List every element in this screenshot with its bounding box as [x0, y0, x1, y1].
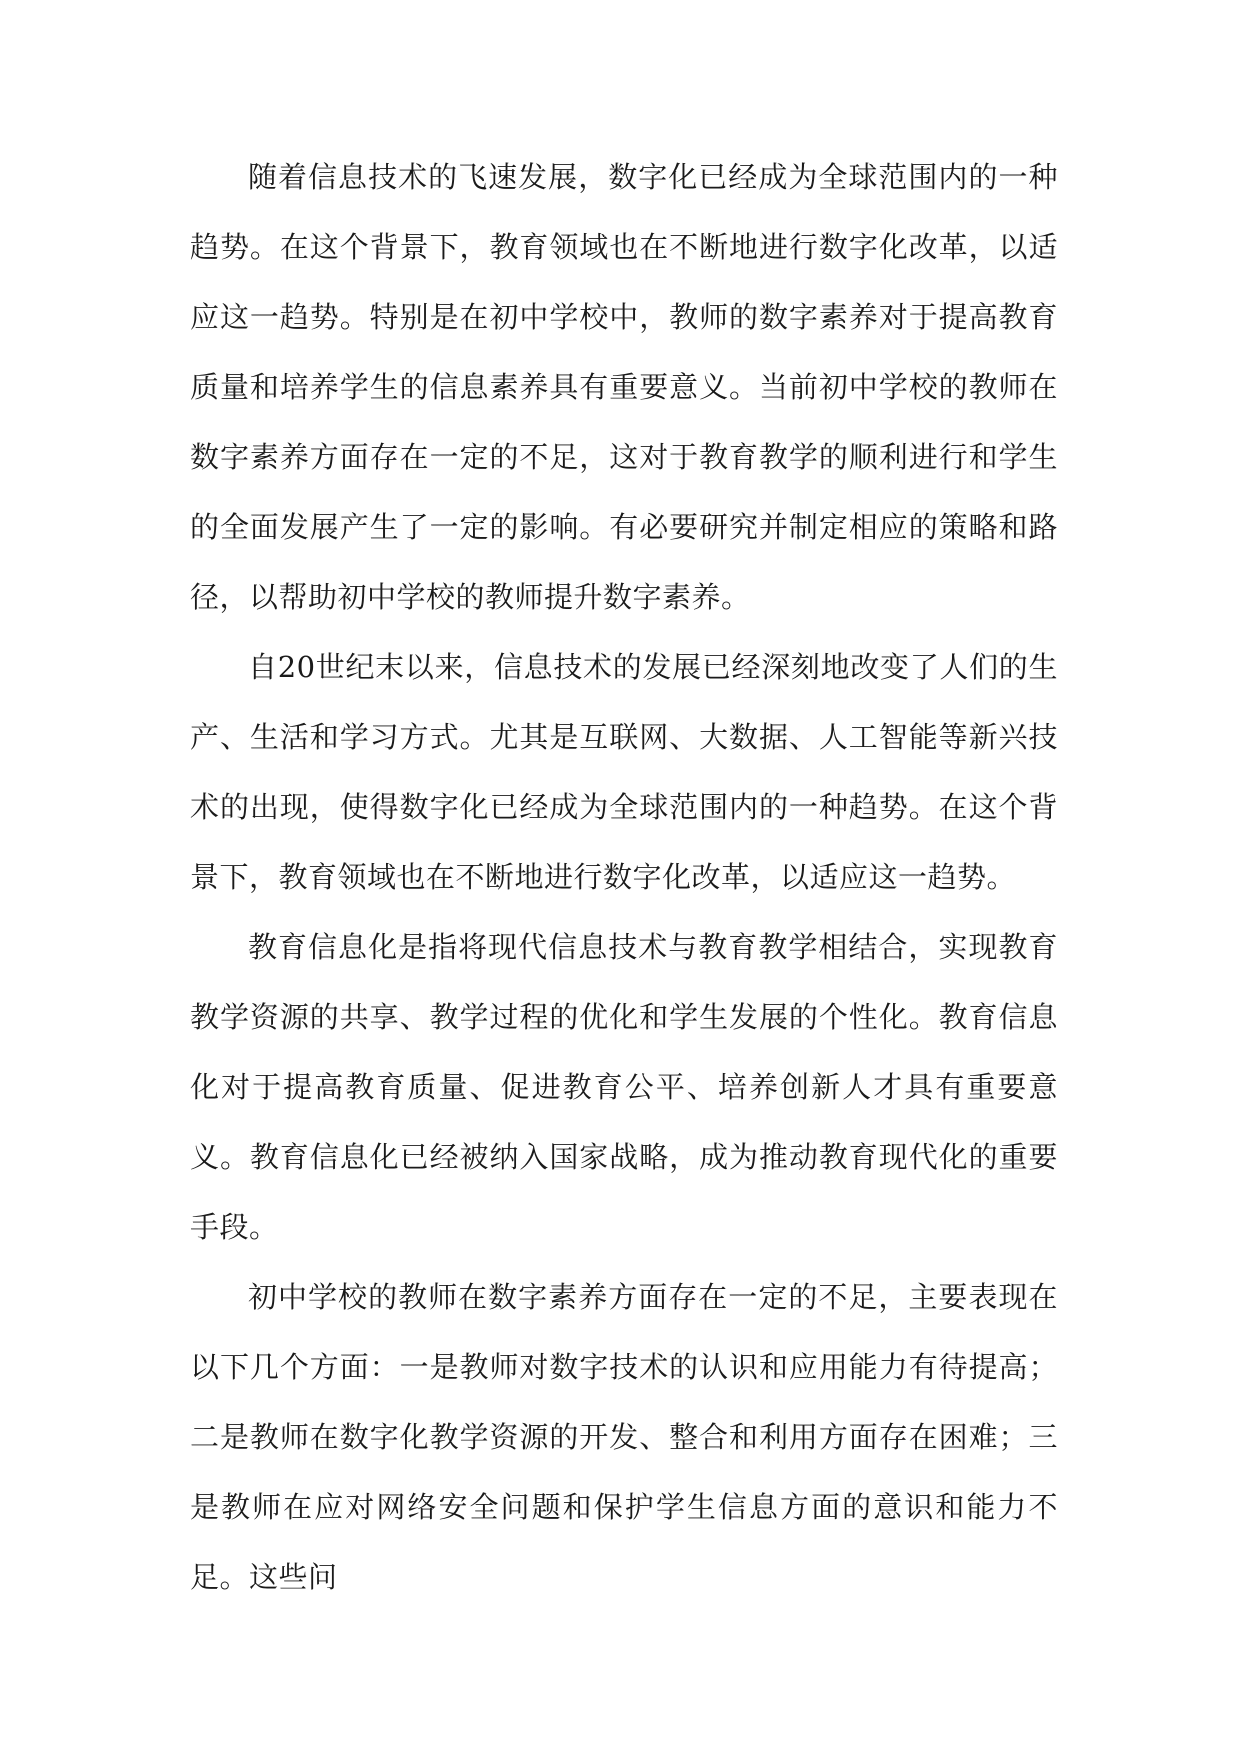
document-body — [190, 142, 1058, 1612]
paragraph-1: 随着信息技术的飞速发展，数字化已经成为全球范围内的一种趋势。在这个背景下，教育领域也在不断地进行数字化改革，以适应这一趋势。特别是在初中学校中，教师的数字素养对于提高教育质量和培养学生的信息素养具有重要意义。当前初中学校的教师在数字素养方面存在一定的不足，这对于教育教学的顺利进行和学生的全面发展产生了一定的影响。有必要研究并制定相应的策略和路径，以帮助初中学校的教师提升数字素养。 — [190, 160, 1058, 614]
paragraph-4: 初中学校的教师在数字素养方面存在一定的不足，主要表现在以下几个方面：一是教师对数字技术的认识和应用能力有待提高；二是教师在数字化教学资源的开发、整合和利用方面存在困难；三是教师在应对网络安全问题和保护学生信息方面的意识和能力不足。这些问 — [190, 1280, 1058, 1594]
paragraph-2: 自20世纪末以来，信息技术的发展已经深刻地改变了人们的生产、生活和学习方式。尤其是互联网、大数据、人工智能等新兴技术的出现，使得数字化已经成为全球范围内的一种趋势。在这个背景下，教育领域也在不断地进行数字化改革，以适应这一趋势。 — [190, 650, 1058, 894]
paragraph-3: 教育信息化是指将现代信息技术与教育教学相结合，实现教育教学资源的共享、教学过程的优化和学生发展的个性化。教育信息化对于提高教育质量、促进教育公平、培养创新人才具有重要意义。教育信息化已经被纳入国家战略，成为推动教育现代化的重要手段。 — [190, 930, 1058, 1244]
